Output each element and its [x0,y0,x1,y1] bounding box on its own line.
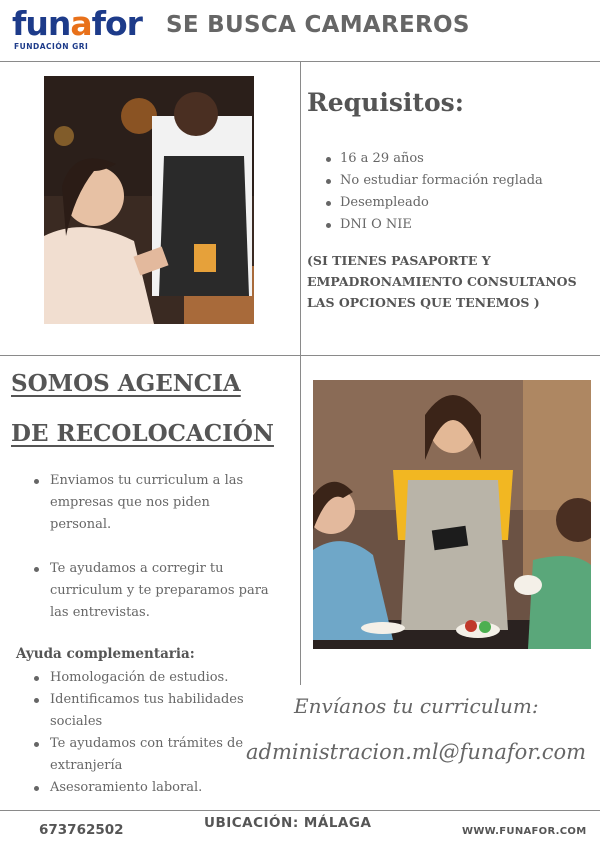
agency-list-2 [50,558,270,624]
requirements-note: (SI TIENES PASAPORTE Y EMPADRONAMIENTO CONSULTANOS LAS OPCIONES QUE TENEMOS ) [307,253,577,310]
email-link[interactable]: administracion.ml@funafor.com [246,740,587,764]
complementary-help-title: Ayuda complementaria: [16,646,195,662]
divider-vertical-top [300,61,301,355]
help-item: Te ayudamos con trámites de extranjería [50,733,260,777]
requirement-item: Desempleado [340,192,543,214]
website-link[interactable]: WWW.FUNAFOR.COM [462,826,587,837]
help-item: Identificamos tus habilidades sociales [50,689,260,733]
agency-title-line2: DE RECOLOCACIÓN [11,420,274,447]
page-title: SE BUSCA CAMAREROS [166,12,470,38]
agency-title-line1: SOMOS AGENCIA [11,370,241,397]
send-cv-cta: Envíanos tu curriculum: [294,694,539,718]
divider-vertical-bottom [300,355,301,685]
requirement-item: 16 a 29 años [340,148,543,170]
logo-subtitle: FUNDACIÓN GRI [14,42,89,51]
agency-item: Te ayudamos a corregir tu curriculum y te preparamos para las entrevistas. [50,558,270,624]
requirements-list [340,148,543,236]
agency-item: Enviamos tu curriculum a las empresas que nos piden personal. [50,470,260,536]
funafor-logo [12,4,152,54]
agency-list-1 [50,470,260,536]
location-label: UBICACIÓN: MÁLAGA [204,815,372,831]
help-item: Homologación de estudios. [50,667,260,689]
waiter-serving-customer-photo [44,76,254,324]
requirements-title: Requisitos: [307,88,464,117]
complementary-help-list [50,667,260,799]
requirement-item: DNI O NIE [340,214,543,236]
requirement-item: No estudiar formación reglada [340,170,543,192]
phone-number[interactable]: 673762502 [39,822,124,838]
waitress-taking-order-photo [313,380,591,649]
help-item: Asesoramiento laboral. [50,777,260,799]
logo-wordmark: funafor [12,4,142,43]
divider-bottom [0,810,600,811]
